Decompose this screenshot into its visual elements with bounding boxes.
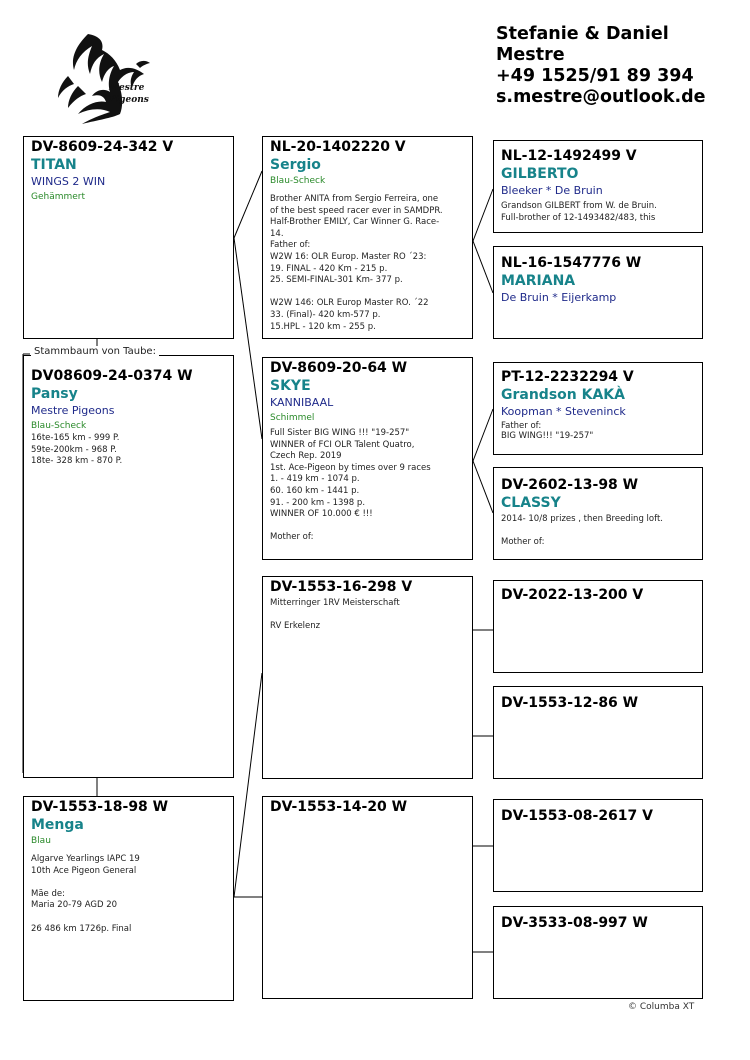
performance-info [270, 598, 465, 633]
info-line: 10th Ace Pigeon General [31, 865, 137, 876]
ring-number: DV-8609-24-342 V [31, 139, 174, 155]
pigeon-name: Pansy [31, 386, 78, 402]
logo-line-2: Pigeons [109, 95, 149, 105]
pigeon-name: MARIANA [501, 273, 576, 289]
info-line: Mother of: [501, 537, 545, 548]
ring-number: DV08609-24-0374 W [31, 368, 193, 384]
info-line: Czech Rep. 2019 [270, 451, 342, 462]
ring-number: DV-1553-12-86 W [501, 695, 639, 711]
info-line: Brother ANITA from Sergio Ferreira, one [270, 194, 439, 204]
pigeon-name: Grandson KAKÀ [501, 387, 625, 403]
ring-number: DV-1553-08-2617 V [501, 808, 653, 824]
info-line: 33. (Final)- 420 km-577 p. [270, 309, 381, 320]
info-line: 18te- 328 km - 870 P. [31, 456, 123, 467]
info-line: Grandson GILBERT from W. de Bruin. [501, 201, 657, 211]
info-line: 59te-200km - 968 P. [31, 444, 117, 455]
breeder: De Bruin * Eijerkamp [501, 291, 617, 304]
info-line: W2W 146: OLR Europ Master RO. ´22 [270, 298, 429, 309]
plumage-color: Blau [31, 836, 51, 846]
info-line: Mãe de: [31, 888, 65, 899]
great-grandparent-ffm-card[interactable] [493, 246, 703, 339]
info-line: Father of: [270, 240, 311, 251]
mother-card[interactable] [23, 796, 234, 1001]
info-line: 91. - 200 km - 1398 p. [270, 497, 366, 508]
father-card[interactable] [23, 136, 234, 339]
breeder: Koopman * Steveninck [501, 405, 626, 418]
great-grandparent-fff-card[interactable] [493, 140, 703, 233]
info-line [31, 877, 226, 889]
info-line: RV Erkelenz [270, 621, 321, 632]
ring-number: DV-1553-14-20 W [270, 799, 408, 815]
owner-names: Stefanie & Daniel [496, 24, 669, 44]
great-grandparent-mmm-card[interactable] [493, 906, 703, 999]
grandfather-maternal-card[interactable] [262, 576, 473, 779]
plumage-color: Schimmel [270, 413, 315, 423]
copyright-footer: © Columba XT [628, 1002, 695, 1012]
great-grandparent-mfm-card[interactable] [493, 686, 703, 779]
info-line: Father of: [501, 421, 542, 431]
phone-number: +49 1525/91 89 394 [496, 66, 694, 86]
info-line: 16te-165 km - 999 P. [31, 433, 120, 443]
info-line: Full-brother of 12-1493482/483, this [501, 212, 656, 223]
logo-line-1: Mestre [109, 83, 145, 93]
ring-number: NL-12-1492499 V [501, 148, 637, 164]
great-grandparent-mmf-card[interactable] [493, 799, 703, 892]
great-grandparent-fmm-card[interactable] [493, 467, 703, 560]
grandmother-paternal-card[interactable] [262, 357, 473, 560]
info-line: 1. - 419 km - 1074 p. [270, 474, 360, 485]
performance-info [31, 433, 226, 468]
info-line: Algarve Yearlings IAPC 19 [31, 854, 140, 864]
pigeon-name: CLASSY [501, 495, 561, 511]
performance-info [270, 194, 465, 333]
plumage-color: Gehämmert [31, 192, 86, 202]
plumage-color: Blau-Scheck [31, 421, 87, 431]
breeder: WINGS 2 WIN [31, 175, 106, 188]
info-line: 1st. Ace-Pigeon by times over 9 races [270, 462, 431, 473]
breeder: Bleeker * De Bruin [501, 184, 603, 197]
ring-number: NL-20-1402220 V [270, 139, 406, 155]
ring-number: DV-1553-18-98 W [31, 799, 169, 815]
subject-card[interactable] [23, 355, 234, 778]
pigeon-name: TITAN [31, 157, 77, 173]
performance-info [31, 854, 226, 935]
info-line: of the best speed racer ever in SAMDPR. [270, 205, 443, 216]
info-line: BIG WING!!! "19-257" [501, 431, 594, 441]
info-line: 15.HPL - 120 km - 255 p. [270, 321, 376, 332]
plumage-color: Blau-Scheck [270, 176, 326, 186]
info-line: W2W 16: OLR Europ. Master RO ´23: [270, 251, 427, 262]
pigeon-name: GILBERTO [501, 166, 579, 182]
info-line [501, 526, 695, 538]
pigeon-name: SKYE [270, 378, 311, 394]
ring-number: DV-3533-08-997 W [501, 915, 648, 931]
breeder: KANNIBAAL [270, 396, 334, 409]
great-grandparent-fmf-card[interactable] [493, 362, 703, 455]
breeder: Mestre Pigeons [31, 404, 115, 417]
info-line: Maria 20-79 AGD 20 [31, 900, 118, 911]
performance-info [270, 428, 465, 544]
info-line: 25. SEMI-FINAL-301 Km- 377 p. [270, 275, 403, 286]
ring-number: DV-8609-20-64 W [270, 360, 408, 376]
ring-number: PT-12-2232294 V [501, 369, 634, 385]
info-line [31, 912, 226, 924]
ring-number: DV-1553-16-298 V [270, 579, 413, 595]
info-line: 2014- 10/8 prizes , then Breeding loft. [501, 514, 663, 524]
info-line: WINNER of FCI OLR Talent Quatro, [270, 439, 415, 450]
info-line: Mitterringer 1RV Meisterschaft [270, 598, 400, 608]
ring-number: DV-2602-13-98 W [501, 477, 639, 493]
performance-info [501, 201, 695, 224]
info-line: Half-Brother EMILY, Car Winner G. Race- [270, 217, 440, 228]
pigeon-name: Menga [31, 817, 84, 833]
info-line: 26 486 km 1726p. Final [31, 923, 132, 934]
great-grandparent-mff-card[interactable] [493, 580, 703, 673]
performance-info [501, 514, 695, 549]
grandfather-paternal-card[interactable] [262, 136, 473, 339]
grandmother-maternal-card[interactable] [262, 796, 473, 999]
info-line [270, 287, 465, 299]
ring-number: DV-2022-13-200 V [501, 587, 644, 603]
ring-number: NL-16-1547776 W [501, 255, 642, 271]
info-line [270, 610, 465, 622]
info-line: 14. [270, 228, 284, 239]
email-address: s.mestre@outlook.de [496, 87, 706, 107]
performance-info [501, 421, 695, 441]
info-line: 19. FINAL - 420 Km - 215 p. [270, 263, 388, 274]
info-line: Mother of: [270, 532, 314, 543]
owner-surname: Mestre [496, 45, 565, 65]
info-line: WINNER OF 10.000 € !!! [270, 509, 373, 520]
info-line: Full Sister BIG WING !!! "19-257" [270, 428, 410, 438]
info-line [270, 521, 465, 533]
pigeon-name: Sergio [270, 157, 321, 173]
info-line: 60. 160 km - 1441 p. [270, 485, 360, 496]
stammbaum-label: Stammbaum von Taube: [31, 346, 159, 358]
